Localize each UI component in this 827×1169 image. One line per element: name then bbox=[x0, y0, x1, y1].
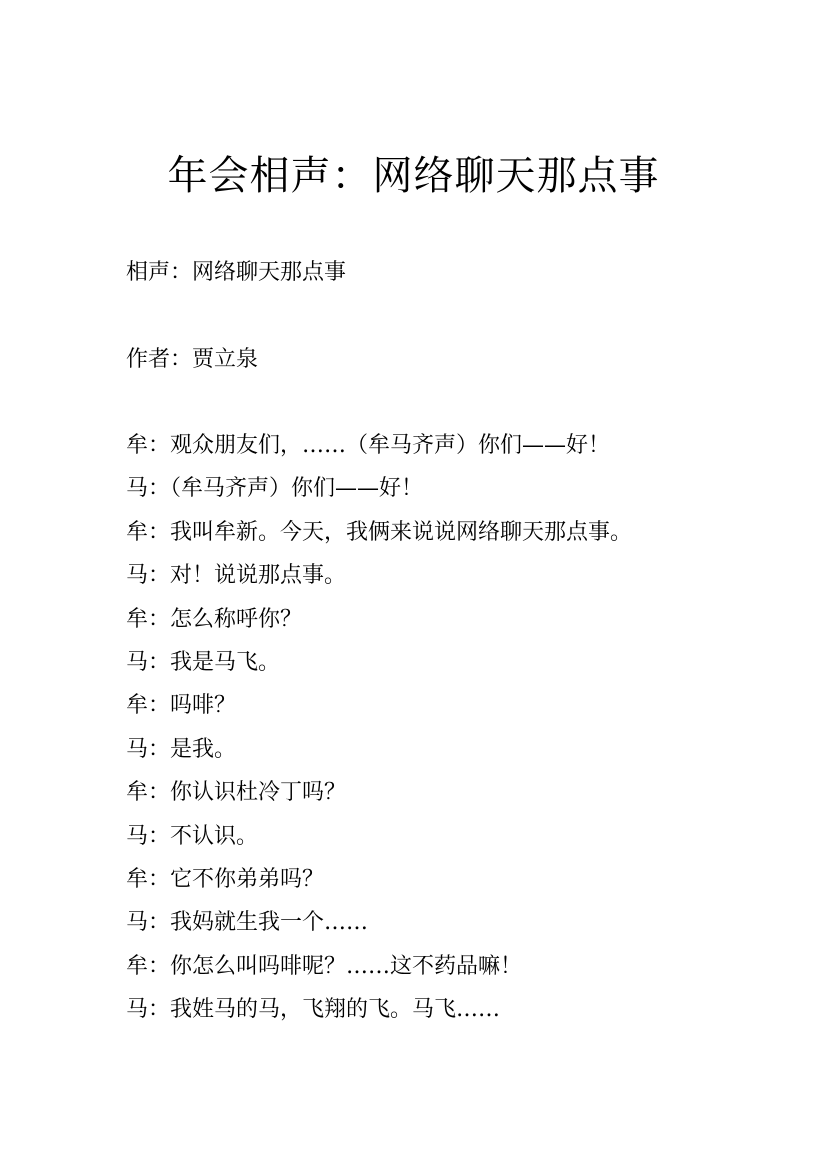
document-title: 年会相声：网络聊天那点事 bbox=[167, 153, 660, 199]
dialogue-line: 牟：怎么称呼你？ bbox=[126, 606, 303, 632]
dialogue-line: 马：我姓马的马，飞翔的飞。马飞…… bbox=[126, 997, 501, 1023]
dialogue-line: 马：对！说说那点事。 bbox=[126, 563, 347, 589]
dialogue-line: 马：我是马飞。 bbox=[126, 649, 281, 675]
author-line: 作者：贾立泉 bbox=[126, 347, 259, 372]
dialogue-line: 马：不认识。 bbox=[126, 823, 259, 849]
dialogue-line: 马：（牟马齐声）你们——好！ bbox=[126, 476, 424, 502]
dialogue-list bbox=[126, 431, 786, 1038]
dialogue-line: 马：是我。 bbox=[126, 736, 237, 762]
dialogue-line: 马：我妈就生我一个…… bbox=[126, 910, 369, 936]
dialogue-line: 牟：观众朋友们，……（牟马齐声）你们——好！ bbox=[126, 433, 611, 458]
work-title-line: 相声：网络聊天那点事 bbox=[126, 260, 347, 285]
dialogue-line: 牟：你认识杜冷丁吗？ bbox=[126, 780, 347, 806]
dialogue-line: 牟：它不你弟弟吗？ bbox=[126, 866, 325, 892]
dialogue-line: 牟：吗啡？ bbox=[126, 693, 237, 719]
dialogue-line: 牟：你怎么叫吗啡呢？……这不药品嘛！ bbox=[126, 953, 523, 979]
dialogue-line: 牟：我叫牟新。今天，我俩来说说网络聊天那点事。 bbox=[126, 519, 633, 545]
